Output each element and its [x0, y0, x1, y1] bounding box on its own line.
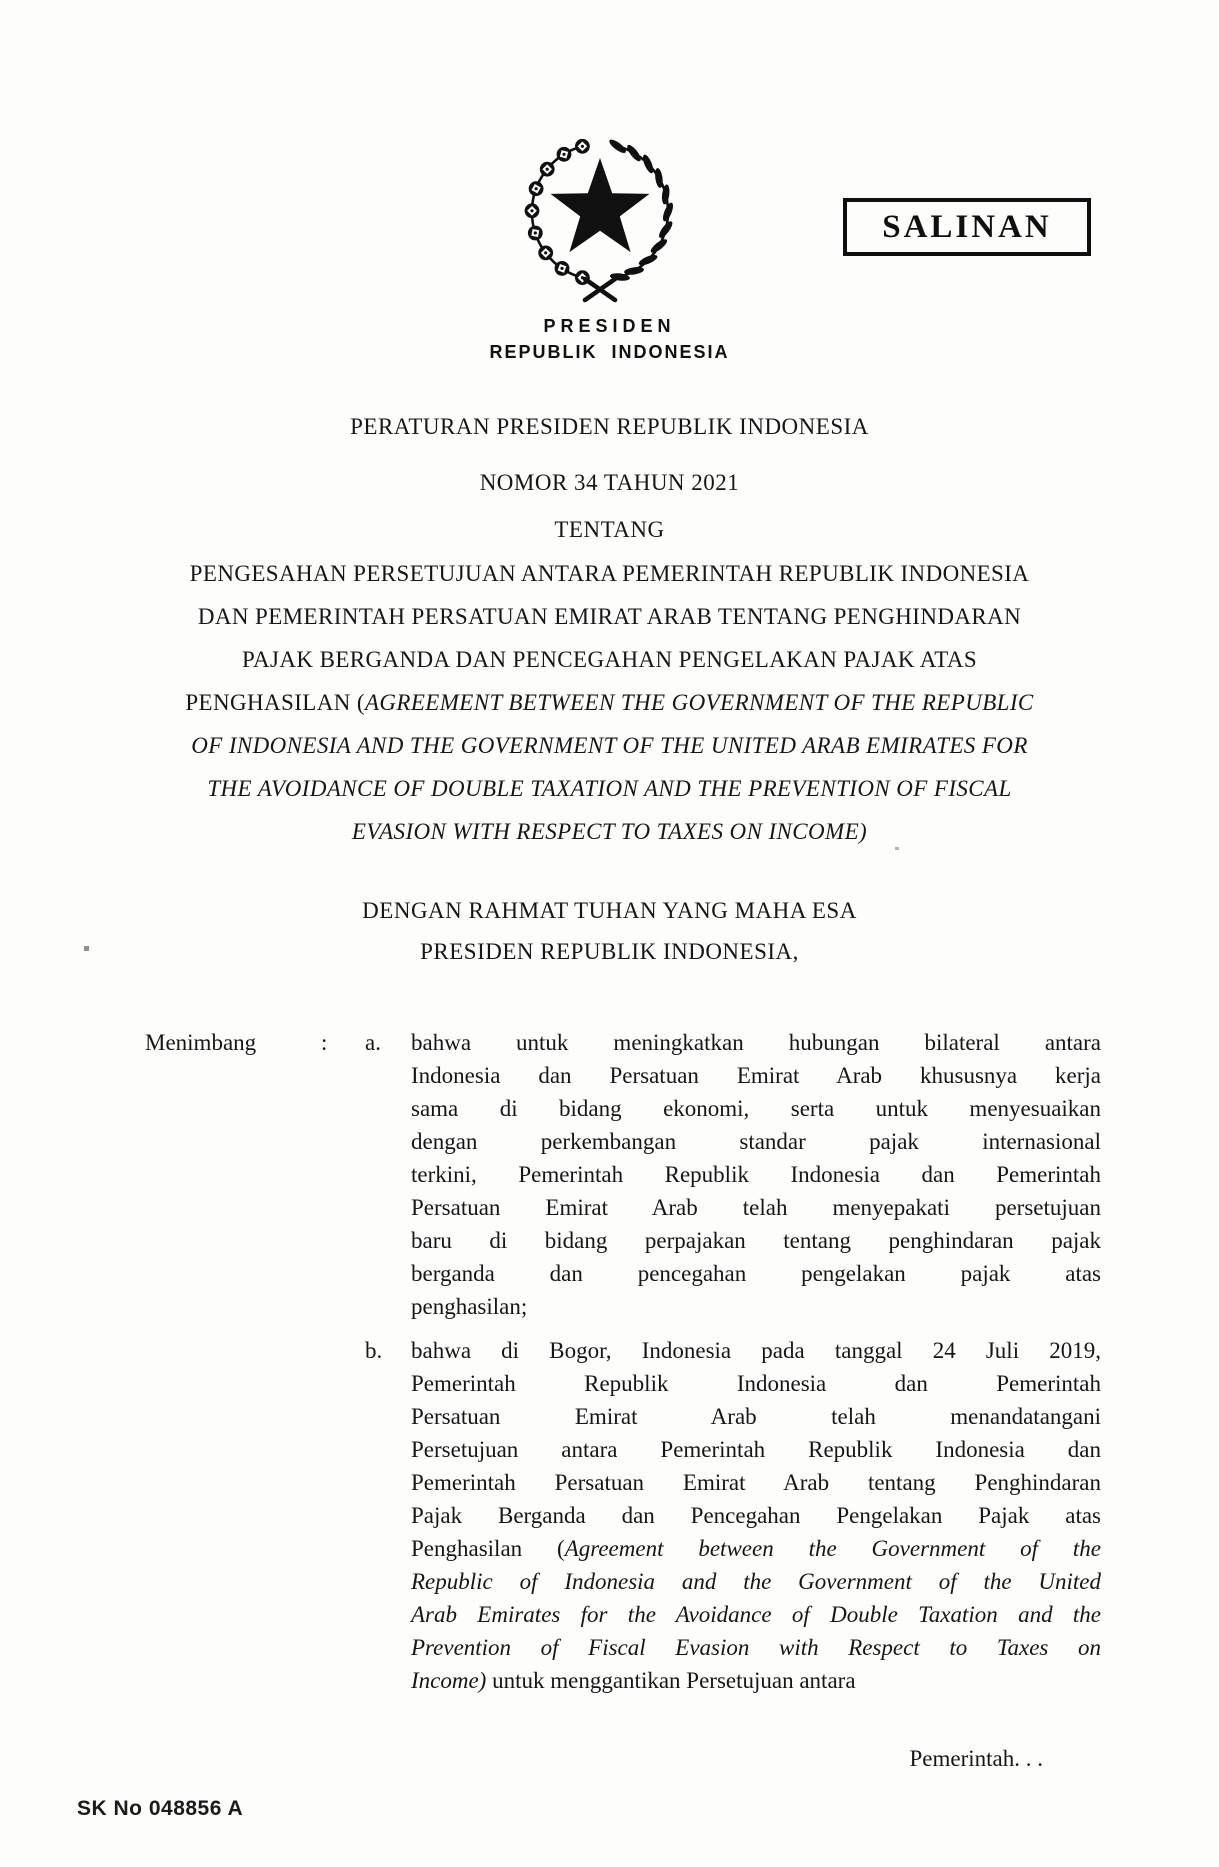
item-b-text: bahwa di Bogor, Indonesia pada tanggal 24 Juli 2019, Pemerintah Republik Indonesia dan Pemerintah Persatuan Emirat Arab telah menandatangani Persetujuan antara Pemerintah Republik Indonesia dan Pemerintah Persatuan Emirat Arab tentang Penghindaran Pajak Berganda dan Pencegahan Pengelakan Pajak atas Penghasilan (Agreement between the Government of the Republic of Indonesia and the Government of the United Arab Emirates for the Avoidance of Double Taxation and the Prevention of Fiscal Evasion with Respect to Taxes on Income) untuk menggantikan Persetujuan antara: [411, 1338, 1101, 1693]
catchword: Pemerintah. . .: [909, 1746, 1043, 1771]
star-shape: [551, 158, 650, 252]
regulation-number: NOMOR 34 TAHUN 2021: [479, 470, 740, 495]
regulation-title: PERATURAN PRESIDEN REPUBLIK INDONESIA: [350, 414, 869, 439]
considering-items: [365, 1026, 1105, 1697]
regulation-tentang: TENTANG: [554, 517, 665, 542]
letterhead-republik-indonesia: REPUBLIK INDONESIA: [489, 342, 730, 362]
item-a-text: bahwa untuk meningkatkan hubungan bilateral antara Indonesia dan Persatuan Emirat Arab khususnya kerja sama di bidang ekonomi, serta untuk menyesuaikan dengan perkembangan standar pajak internasional terkini, Pemerintah Republik Indonesia dan Pemerintah Persatuan Emirat Arab telah menyepakati persetujuan baru di bidang perpajakan tentang penghindaran pajak berganda dan pencegahan pengelakan pajak atas penghasilan;: [411, 1030, 1101, 1319]
salinan-stamp-label: SALINAN: [882, 208, 1052, 245]
item-b-marker: b.: [365, 1338, 383, 1363]
considering-label: Menimbang: [145, 1030, 257, 1055]
considering-item-b: [365, 1334, 1105, 1697]
considering-colon: :: [321, 1030, 328, 1055]
letterhead: [0, 316, 1219, 363]
considering-section: [145, 1026, 1105, 1697]
crossed-stems: [585, 279, 615, 300]
considering-item-a: [365, 1026, 1105, 1323]
presidential-emblem-icon: [518, 126, 678, 308]
sk-number: SK No 048856 A: [77, 1797, 244, 1820]
regulation-subject: PENGESAHAN PERSETUJUAN ANTARA PEMERINTAH REPUBLIK INDONESIA DAN PEMERINTAH PERSATUAN EMIRAT ARAB TENTANG PENGHINDARAN PAJAK BERGANDA DAN PENCEGAHAN PENGELAKAN PAJAK ATAS PENGHASILAN (AGREEMENT BETWEEN THE GOVERNMENT OF THE REPUBLIC OF INDONESIA AND THE GOVERNMENT OF THE UNITED ARAB EMIRATES FOR THE AVOIDANCE OF DOUBLE TAXATION AND THE PREVENTION OF FISCAL EVASION WITH RESPECT TO TAXES ON INCOME): [185, 561, 1034, 844]
item-a-marker: a.: [365, 1030, 381, 1055]
preamble-presiden: PRESIDEN REPUBLIK INDONESIA,: [420, 939, 799, 964]
scan-speck: [895, 847, 899, 850]
scan-speck: [84, 946, 89, 951]
preamble-rahmat: DENGAN RAHMAT TUHAN YANG MAHA ESA: [362, 898, 857, 923]
salinan-stamp: [843, 198, 1091, 256]
letterhead-presiden: PRESIDEN: [543, 316, 676, 336]
